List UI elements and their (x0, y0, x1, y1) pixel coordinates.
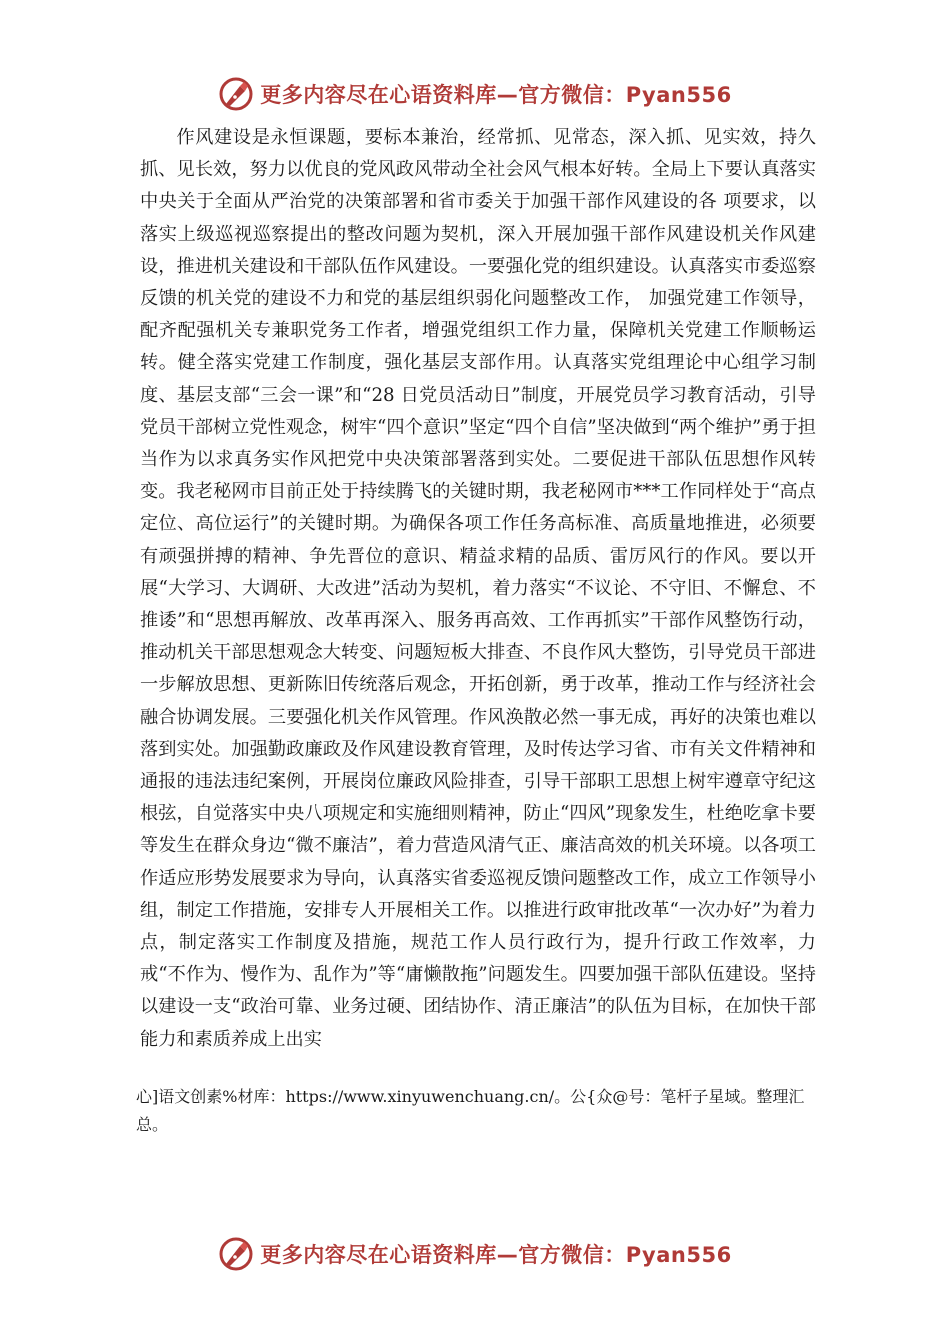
banner-text: 更多内容尽在心语资料库—官方微信：Pyan556 (260, 83, 732, 107)
footer-banner (0, 1232, 950, 1276)
header-banner (0, 72, 950, 116)
source-note: 心]语文创素%材库：https://www.xinyuwenchuang.cn/。公{众@号：笔杆子星域。整理汇总。 (136, 1087, 805, 1134)
pen-nib-logo-icon (218, 76, 254, 112)
banner-text: 更多内容尽在心语资料库—官方微信：Pyan556 (260, 1243, 732, 1267)
article-body: 作风建设是永恒课题，要标本兼治，经常抓、见常态，深入抓、见实效，持久抓、见长效，努力以优良的党风政风带动全社会风气根本好转。全局上下要认真落实中央关于全面从严治党的决策部署和省市委关于加强干部作风建设的各 项要求，以落实上级巡视巡察提出的整改问题为契机，深入开展加强干部作风建设机关作风建设，推进机关建设和干部队伍作风建设。一要强化党的组织建设。认真落实市委巡察反馈的机关党的建设不力和党的基层组织弱化问题整改工作， 加强党建工作领导，配齐配强机关专兼职党务工作者，增强党组织工作力量，保障机关党建工作顺畅运转。健全落实党建工作制度，强化基层支部作用。认真落实党组理论中心组学习制度、基层支部“三会一课”和“28 日党员活动日”制度，开展党员学习教育活动，引导党员干部树立党性观念，树牢“四个意识”坚定“四个自信”坚决做到“两个维护”勇于担当作为以求真务实作风把党中央决策部署落到实处。二要促进干部队伍思想作风转变。我老秘网市目前正处于持续腾飞的关键时期，我老秘网市***工作同样处于“高点定位、高位运行”的关键时期。为确保各项工作任务高标准、高质量地推进，必须要有顽强拼搏的精神、争先晋位的意识、精益求精的品质、雷厉风行的作风。要以开展“大学习、大调研、大改进”活动为契机，着力落实“不议论、不守旧、不懈怠、不推诿”和“思想再解放、改革再深入、服务再高效、工作再抓实”干部作风整饬行动，推动机关干部思想观念大转变、问题短板大排查、不良作风大整饬，引导党员干部进一步解放思想、更新陈旧传统落后观念，开拓创新，勇于改革，推动工作与经济社会融合协调发展。三要强化机关作风管理。作风涣散必然一事无成，再好的决策也难以落到实处。加强勤政廉政及作风建设教育管理，及时传达学习省、市有关文件精神和通报的违法违纪案例，开展岗位廉政风险排查，引导干部职工思想上树牢遵章守纪这根弦，自觉落实中央八项规定和实施细则精神，防止“四风”现象发生，杜绝吃拿卡要等发生在群众身边“微不廉洁”，着力营造风清气正、廉洁高效的机关环境。以各项工作适应形势发展要求为导向，认真落实省委巡视反馈问题整改工作，成立工作领导小组，制定工作措施，安排专人开展相关工作。以推进行政审批改革“一次办好”为着力点，制定落实工作制度及措施，规范工作人员行政行为，提升行政工作效率，力戒“不作为、慢作为、乱作为”等“庸懒散拖”问题发生。四要加强干部队伍建设。坚持以建设一支“政治可靠、业务过硬、团结协作、清正廉洁”的队伍为目标，在加快干部能力和素质养成上出实 (140, 127, 816, 1050)
pen-nib-logo-icon (218, 1236, 254, 1272)
